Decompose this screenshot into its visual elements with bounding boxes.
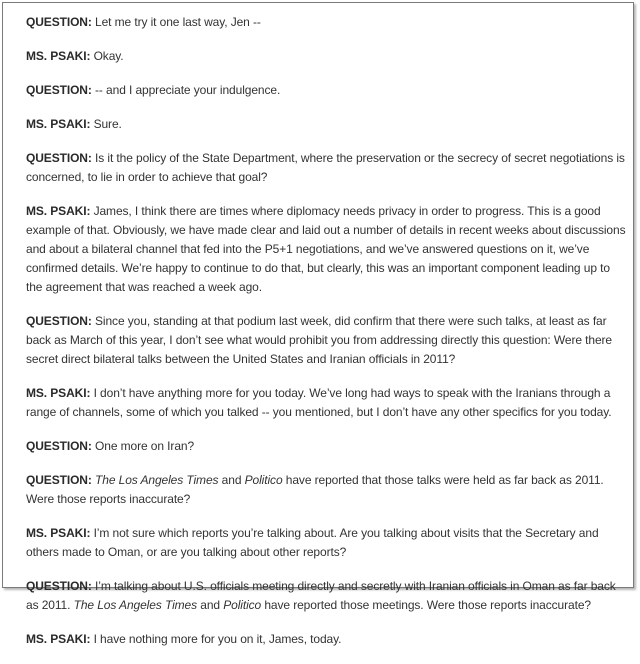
- publication-name: The Los Angeles Times: [95, 473, 219, 487]
- speaker-label: QUESTION:: [26, 439, 92, 453]
- speaker-label: QUESTION:: [26, 15, 92, 29]
- utterance-text: have reported those meetings. Were those reports inaccurate?: [261, 598, 591, 612]
- utterance-text: and: [218, 473, 245, 487]
- utterance-text: I’m not sure which reports you’re talking about. Are you talking about visits that the Secretary and others made to Oman, or are you talking about other reports?: [26, 526, 599, 559]
- speaker-label: MS. PSAKI:: [26, 632, 91, 646]
- utterance-text: Since you, standing at that podium last week, did confirm that there were such talks, at least as far back as March of this year, I don’t see what would prohibit you from addressing directly this question: Were there secret direct bilateral talks between the United States and Iranian officials in 2011?: [26, 314, 613, 366]
- publication-name: Politico: [223, 598, 262, 612]
- utterance-text: Is it the policy of the State Department, where the preservation or the secrecy of secret negotiations is concerned, to lie in order to achieve that goal?: [26, 151, 625, 184]
- speaker-label: QUESTION:: [26, 314, 92, 328]
- speaker-label: QUESTION:: [26, 473, 92, 487]
- utterance-text: and: [197, 598, 224, 612]
- speaker-label: QUESTION:: [26, 83, 92, 97]
- transcript-entry: [26, 577, 626, 615]
- publication-name: Politico: [244, 473, 283, 487]
- utterance-text: James, I think there are times where diplomacy needs privacy in order to progress. This is a good example of that. Obviously, we have made clear and laid out a number of details in recent weeks about discussions and about a bilateral channel that fed into the P5+1 negotiations, and we’ve answered questions on it, we’ve confirmed details. We’re happy to continue to do that, but clearly, this was an important component leading up to the agreement that was reached a week ago.: [26, 204, 626, 294]
- utterance-text: I don’t have anything more for you today. We’ve long had ways to speak with the Iranians through a range of channels, some of which you talked -- you mentioned, but I don’t have any other specifics for you today.: [26, 386, 612, 419]
- transcript-entry: [26, 47, 626, 66]
- speaker-label: QUESTION:: [26, 579, 92, 593]
- transcript-frame: [2, 2, 634, 646]
- transcript-entry: [26, 630, 626, 649]
- transcript-entry: [26, 384, 626, 422]
- speaker-label: QUESTION:: [26, 151, 92, 165]
- speaker-label: MS. PSAKI:: [26, 526, 91, 540]
- utterance-text: -- and I appreciate your indulgence.: [91, 83, 281, 97]
- transcript-entry: [26, 524, 626, 562]
- transcript-entry: [26, 115, 626, 134]
- transcript-entry: [26, 149, 626, 187]
- publication-name: The Los Angeles Times: [73, 598, 198, 612]
- speaker-label: MS. PSAKI:: [26, 49, 91, 63]
- utterance-text: One more on Iran?: [91, 439, 195, 453]
- transcript-entry: [26, 312, 626, 369]
- utterance-text: I’m talking about U.S. officials meeting directly and secretly with Iranian officials in Oman as far back as 2011.: [26, 579, 616, 612]
- utterance-text: Okay.: [90, 49, 124, 63]
- transcript-entry: [26, 471, 626, 509]
- utterance-text: have reported that those talks were held as far back as 2011. Were those reports inaccurate?: [26, 473, 604, 506]
- speaker-label: MS. PSAKI:: [26, 204, 91, 218]
- transcript-body: [26, 13, 626, 664]
- speaker-label: MS. PSAKI:: [26, 117, 91, 131]
- utterance-text: Let me try it one last way, Jen --: [91, 15, 261, 29]
- transcript-entry: [26, 202, 626, 297]
- utterance-text: I have nothing more for you on it, James, today.: [90, 632, 342, 646]
- speaker-label: MS. PSAKI:: [26, 386, 91, 400]
- transcript-entry: [26, 13, 626, 32]
- transcript-entry: [26, 437, 626, 456]
- transcript-entry: [26, 81, 626, 100]
- utterance-text: Sure.: [90, 117, 122, 131]
